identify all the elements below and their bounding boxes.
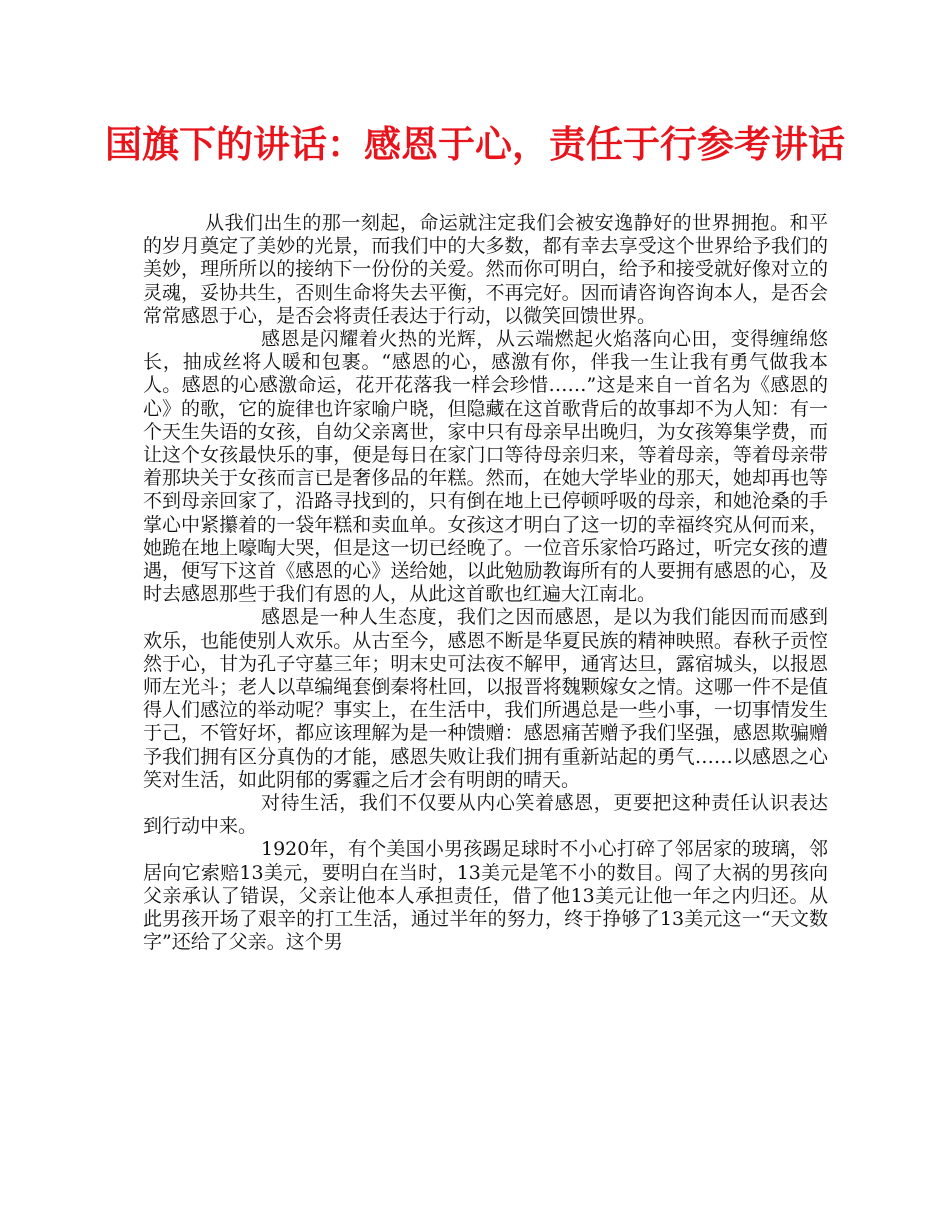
paragraph-gratitude-song: 感恩是闪耀着火热的光辉，从云端燃起火焰落向心田，变得缠绵悠长，抽成丝将人暖和包裹。“感恩的心，感激有你，伴我一生让我有勇气做我本人。感恩的心感激命运，花开花落我一样会珍惜……”这是来自一首名为《感恩的心》的歌，它的旋律也许家喻户晓，但隐藏在这首歌背后的故事却不为人知：有一个天生失语的女孩，自幼父亲离世，家中只有母亲早出晚归，为女孩筹集学费，而让这个女孩最快乐的事，便是每日在家门口等待母亲归来，等着母亲，等着母亲带着那块关于女孩而言已是奢侈品的年糕。然而，在她大学毕业的那天，她却再也等不到母亲回家了，沿路寻找到的，只有倒在地上已停顿呼吸的母亲，和她沧桑的手掌心中紧攥着的一袋年糕和卖血单。女孩这才明白了这一切的幸福终究从何而来，她跪在地上嚎啕大哭，但是这一切已经晚了。一位音乐家恰巧路过，听完女孩的遭遇，便写下这首《感恩的心》送给她，以此勉励教诲所有的人要拥有感恩的心，及时去感恩那些于我们有恩的人，从此这首歌也红遍大江南北。 <box>143 328 828 606</box>
document-title: 国旗下的讲话：感恩于心，责任于行参考讲话 <box>105 123 845 166</box>
paragraph-gratitude-attitude: 感恩是一种人生态度，我们之因而感恩，是以为我们能因而而感到欢乐，也能使别人欢乐。从古至今，感恩不断是华夏民族的精神映照。春秋子贡悾然于心，甘为孔子守墓三年；明末史可法夜不解甲，通宵达旦，露宿城头，以报恩师左光斗；老人以草编绳套倒秦将杜回，以报晋将魏颗嫁女之情。这哪一件不是值得人们感泣的举动呢？事实上，在生活中，我们所遇总是一些小事，一切事情发生于己，不管好坏，都应该理解为是一种馈赠：感恩痛苦赠予我们坚强，感恩欺骗赠予我们拥有区分真伪的才能，感恩失败让我们拥有重新站起的勇气……以感恩之心笑对生活，如此阴郁的雾霾之后才会有明朗的晴天。 <box>143 606 828 791</box>
paragraph-intro: 从我们出生的那一刻起，命运就注定我们会被安逸静好的世界拥抱。和平的岁月奠定了美妙的光景，而我们中的大多数，都有幸去享受这个世界给予我们的美妙，理所所以的接纳下一份份的关爱。然而你可明白，给予和接受就好像对立的灵魂，妥协共生，否则生命将失去平衡，不再完好。因而请咨询咨询本人，是否会常常感恩于心，是否会将责任表达于行动，以微笑回馈世界。 <box>143 212 828 327</box>
document-body <box>143 212 828 955</box>
paragraph-responsibility: 对待生活，我们不仅要从内心笑着感恩，更要把这种责任认识表达到行动中来。 <box>143 792 828 838</box>
paragraph-boy-story: 1920年，有个美国小男孩踢足球时不小心打碎了邻居家的玻璃，邻居向它索赔13美元，要明白在当时，13美元是笔不小的数目。闯了大祸的男孩向父亲承认了错误，父亲让他本人承担责任，借了他13美元让他一年之内归还。从此男孩开场了艰辛的打工生活，通过半年的努力，终于挣够了13美元这一“天文数字”还给了父亲。这个男 <box>143 838 828 954</box>
